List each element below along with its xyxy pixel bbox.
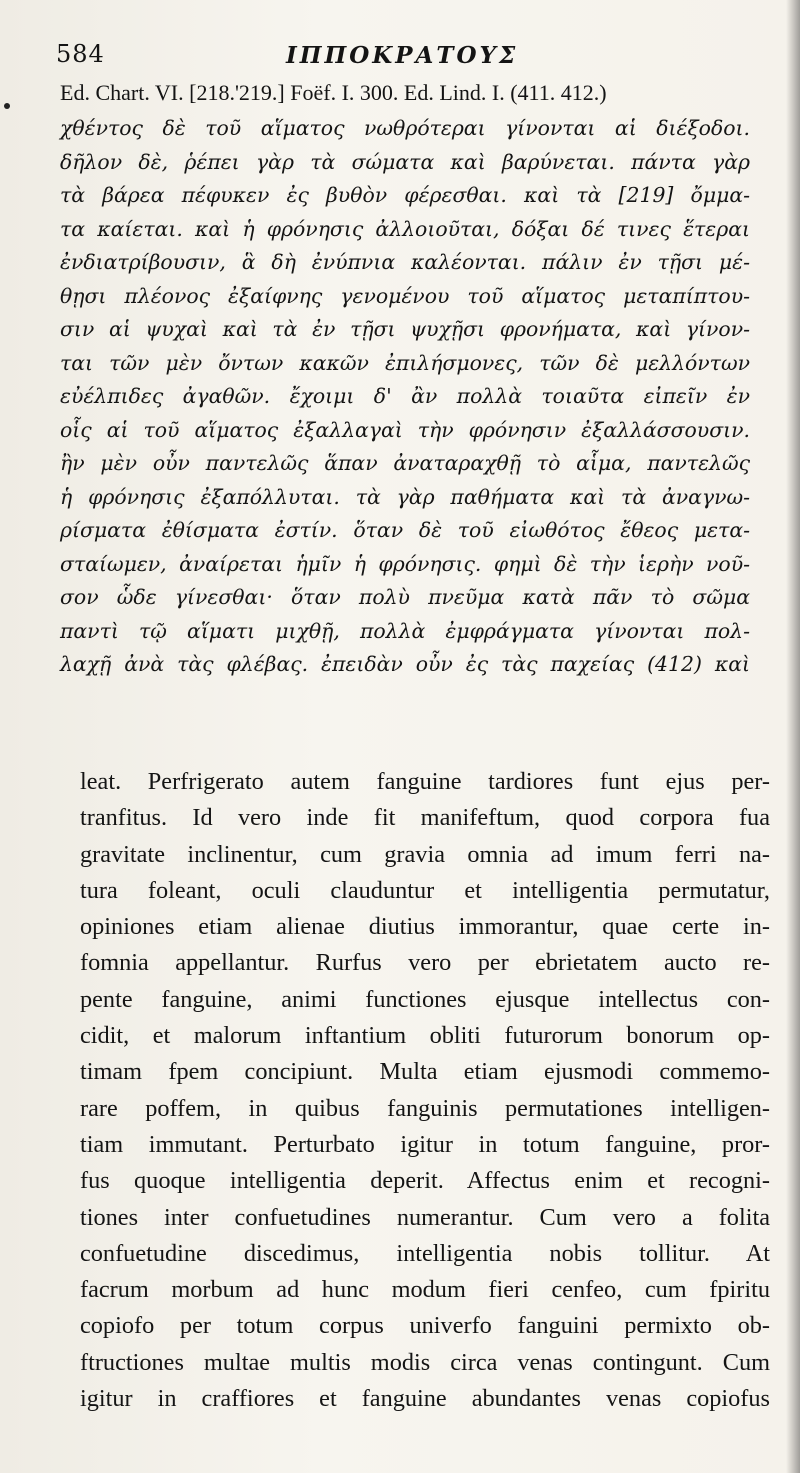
greek-line: ται τῶν μὲν ὄντων κακῶν ἐπιλήσμονες, τῶν δὲ μελλόντων [60, 350, 750, 375]
greek-line: οἷς αἱ τοῦ αἵματος ἐξαλλαγαὶ τὴν φρόνησιν ἐξαλλάσσουσιν. [60, 417, 750, 442]
page-header [56, 40, 746, 74]
latin-line: timam fpem concipiunt. Multa etiam ejusmodi commemo- [80, 1058, 770, 1086]
latin-line: copiofo per totum corpus univerfo fanguini permixto ob- [80, 1312, 770, 1340]
latin-line: cidit, et malorum inftantium obliti futurorum bonorum op- [80, 1022, 770, 1050]
greek-line: θῃσι πλέονος ἐξαίφνης γενομένου τοῦ αἵματος μεταπίπτου- [60, 283, 750, 308]
latin-line: tranfitus. Id vero inde fit manifeftum, quod corpora fua [80, 804, 770, 832]
greek-text-block [60, 112, 750, 682]
running-title: ΙΠΠΟΚΡΑΤΟΥΣ [286, 42, 519, 69]
latin-text-block [80, 764, 770, 1417]
latin-line: igitur in craffiores et fanguine abundantes venas copiofus [80, 1385, 770, 1413]
greek-line: χθέντος δὲ τοῦ αἵματος νωθρότεραι γίνονται αἱ διέξοδοι. [60, 116, 750, 140]
greek-line: παντὶ τῷ αἵματι μιχθῇ, πολλὰ ἐμφράγματα γίνονται πολ- [60, 618, 750, 643]
latin-line: leat. Perfrigerato autem fanguine tardiores funt ejus per- [80, 768, 770, 795]
latin-line: opiniones etiam alienae diutius immorantur, quae certe in- [80, 913, 770, 941]
latin-line: gravitate inclinentur, cum gravia omnia ad imum ferri na- [80, 840, 770, 868]
latin-line: facrum morbum ad hunc modum fieri cenfeo, cum fpiritu [80, 1276, 770, 1304]
latin-line: fomnia appellantur. Rurfus vero per ebrietatem aucto re- [80, 949, 770, 977]
greek-line: δῆλον δὲ, ῥέπει γὰρ τὰ σώματα καὶ βαρύνεται. πάντα γὰρ [60, 149, 750, 174]
latin-line: fus quoque intelligentia deperit. Affectus enim et recogni- [80, 1167, 770, 1195]
greek-line: ρίσματα ἐθίσματα ἐστίν. ὅταν δὲ τοῦ εἰωθότος ἔθεος μετα- [60, 518, 750, 542]
greek-line: τα καίεται. καὶ ἡ φρόνησις ἀλλοιοῦται, δόξαι δέ τινες ἕτεραι [60, 216, 750, 241]
latin-line: confuetudine discedimus, intelligentia nobis tollitur. At [80, 1239, 770, 1267]
greek-line: λαχῇ ἀνὰ τὰς φλέβας. ἐπειδὰν οὖν ἐς τὰς παχείας (412) καὶ [60, 652, 750, 676]
latin-line: rare poffem, in quibus fanguinis permutationes intelligen- [80, 1094, 770, 1122]
greek-line: ἢν μὲν οὖν παντελῶς ἅπαν ἀναταραχθῇ τὸ αἷμα, παντελῶς [60, 451, 750, 475]
greek-line: ἡ φρόνησις ἐξαπόλλυται. τὰ γὰρ παθήματα καὶ τὰ ἀναγνω- [60, 484, 750, 509]
binding-shadow [786, 0, 800, 1473]
greek-line: σον ὧδε γίνεσθαι· ὅταν πολὺ πνεῦμα κατὰ πᾶν τὸ σῶμα [60, 585, 750, 609]
greek-line: ἐνδιατρίβουσιν, ἃ δὴ ἐνύπνια καλέονται. πάλιν ἐν τῇσι μέ- [60, 250, 750, 274]
latin-line: tiones inter confuetudines numerantur. Cum vero a folita [80, 1203, 770, 1231]
edition-reference: Ed. Chart. VI. [218.'219.] Foëf. I. 300. Ed. Lind. I. (411. 412.) [60, 80, 607, 105]
latin-line: tiam immutant. Perturbato igitur in totum fanguine, pror- [80, 1130, 770, 1158]
ink-smudge [4, 103, 10, 109]
greek-line: σταίωμεν, ἀναίρεται ἡμῖν ἡ φρόνησις. φημὶ δὲ τὴν ἱερὴν νοῦ- [60, 551, 750, 576]
latin-line: tura foleant, oculi clauduntur et intelligentia permutatur, [80, 876, 770, 904]
latin-line: pente fanguine, animi functiones ejusque intellectus con- [80, 985, 770, 1013]
latin-line: ftructiones multae multis modis circa venas contingunt. Cum [80, 1348, 770, 1376]
page-number: 584 [56, 40, 105, 68]
greek-line: εὐέλπιδες ἀγαθῶν. ἔχοιμι δ' ἂν πολλὰ τοιαῦτα εἰπεῖν ἐν [60, 384, 750, 408]
greek-line: σιν αἱ ψυχαὶ καὶ τὰ ἐν τῇσι ψυχῇσι φρονήματα, καὶ γίνον- [60, 317, 750, 341]
greek-line: τὰ βάρεα πέφυκεν ἐς βυθὸν φέρεσθαι. καὶ τὰ [219] ὄμμα- [60, 183, 750, 207]
